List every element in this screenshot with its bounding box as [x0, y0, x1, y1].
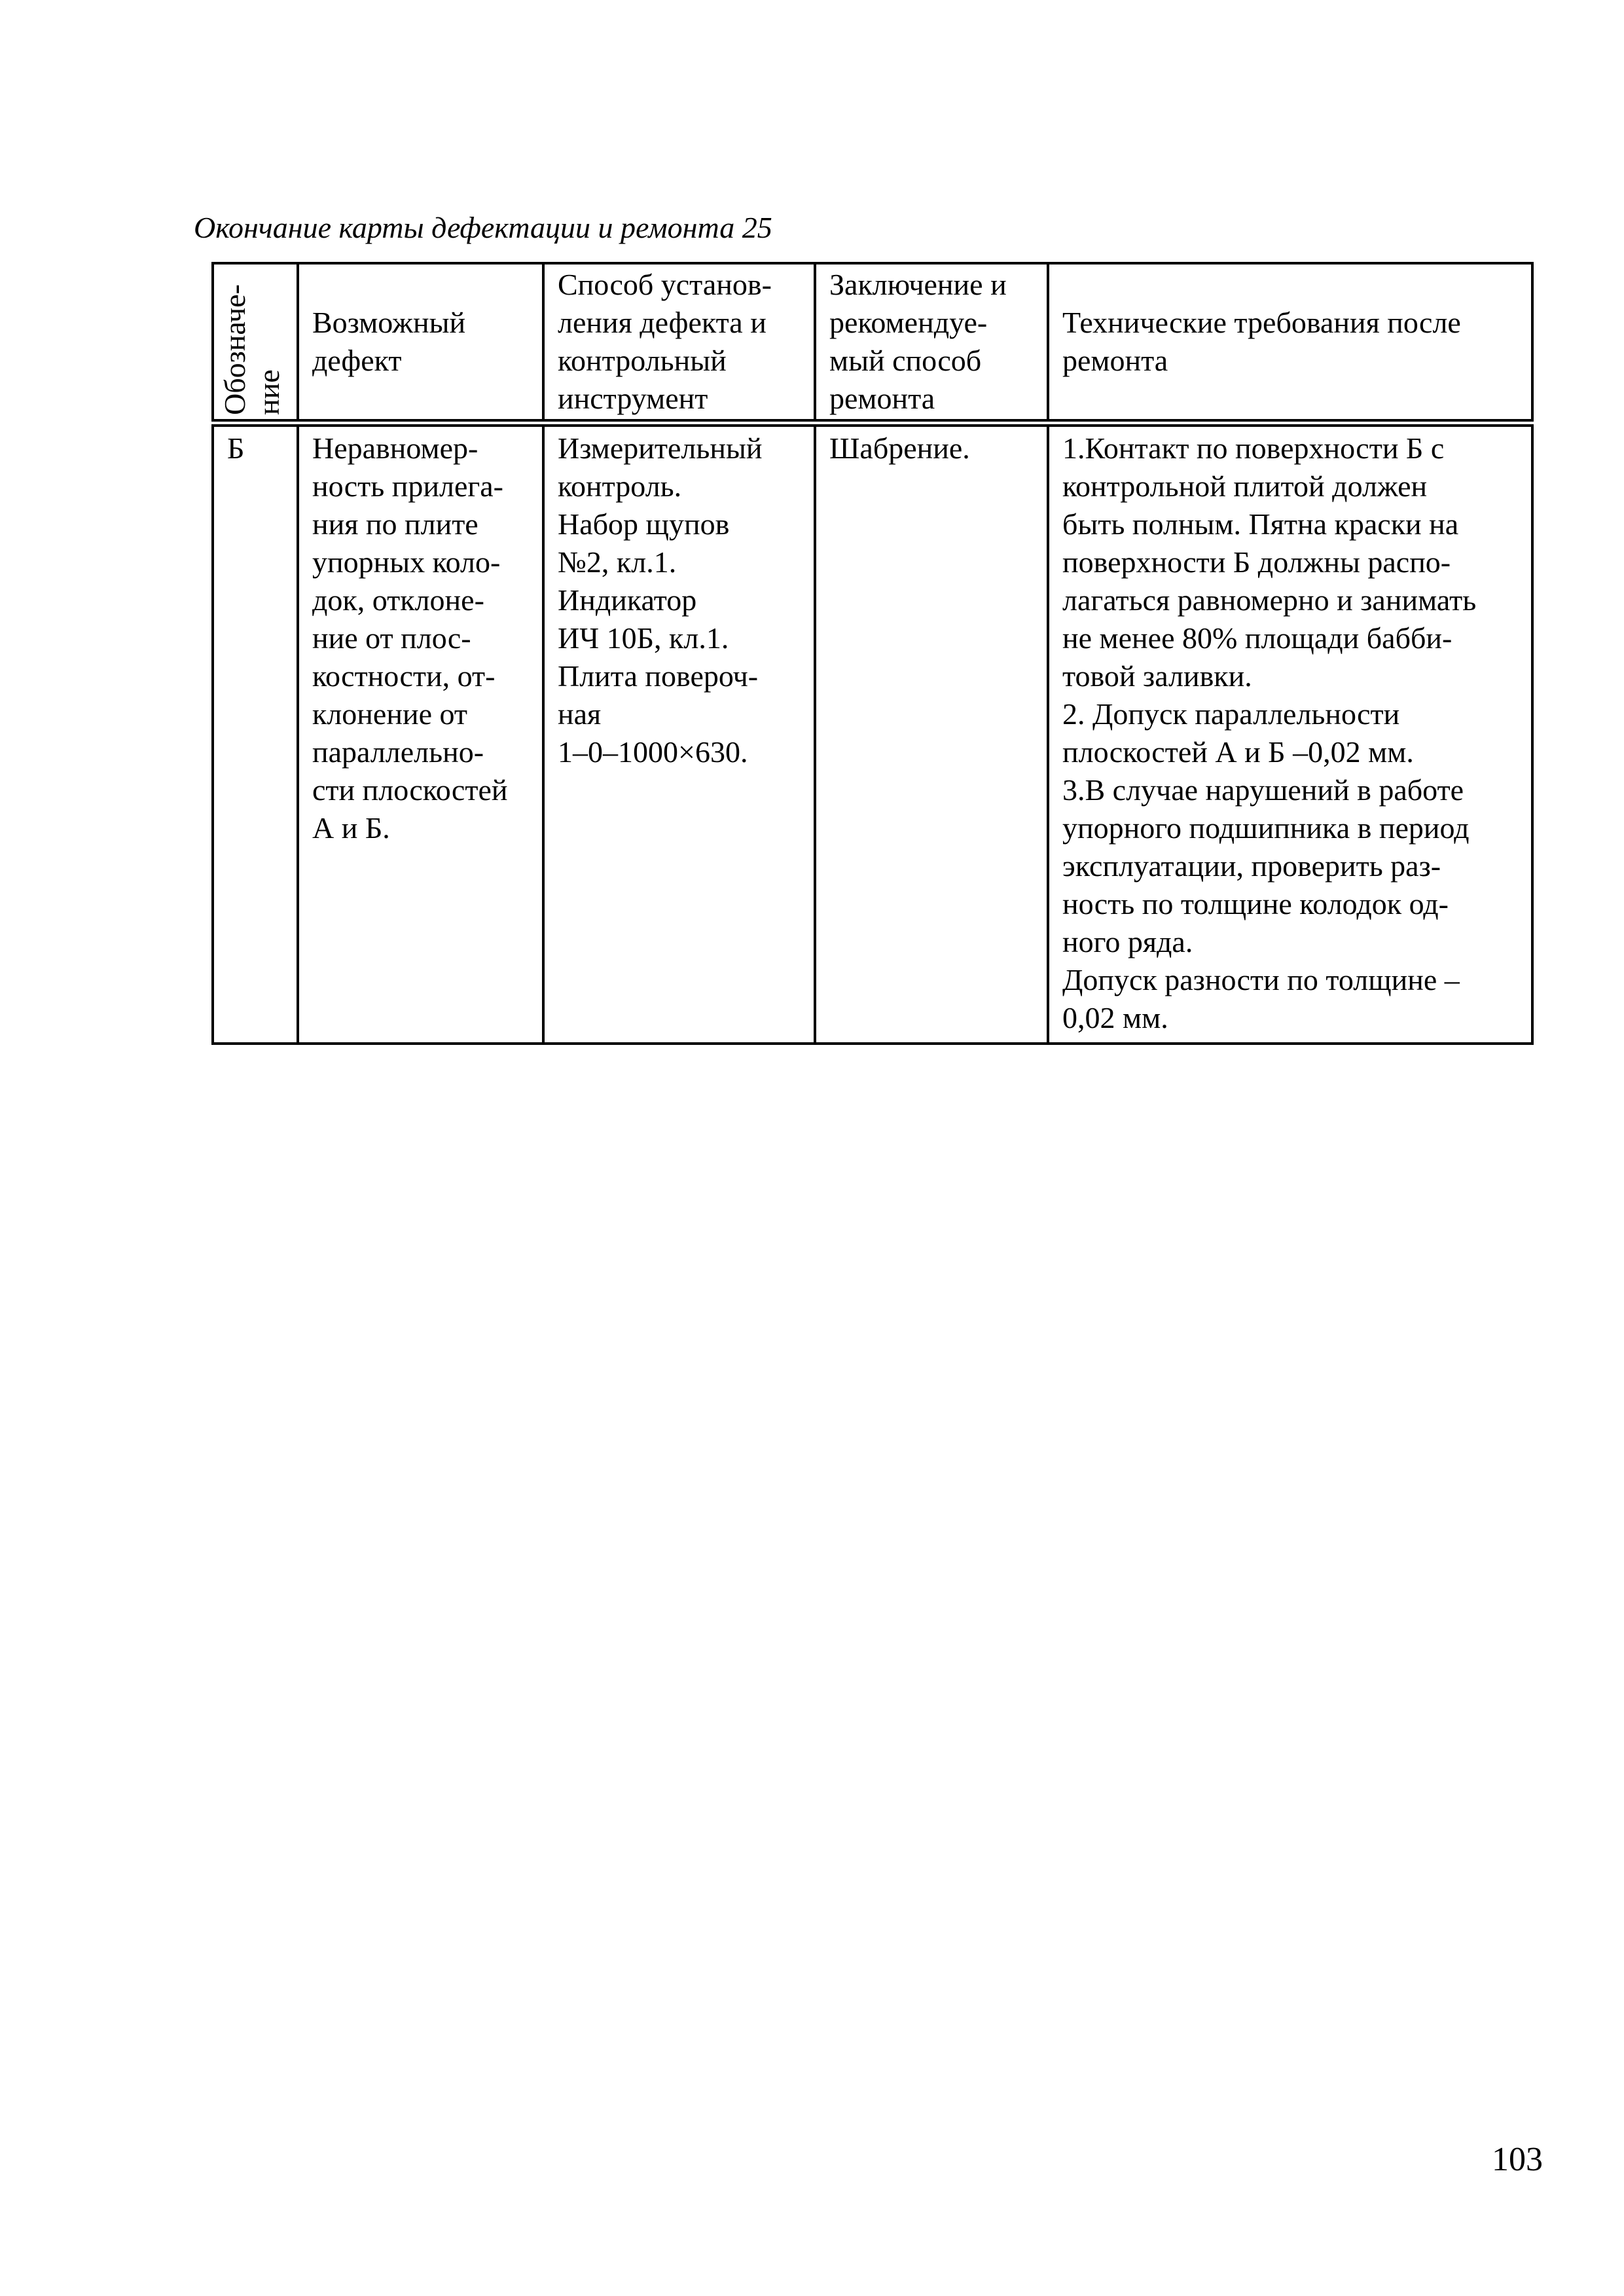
table-row	[213, 423, 1532, 1044]
header-requirements: Технические требования после ремонта	[1048, 263, 1532, 423]
header-designation-label: Обозначе- ние	[218, 284, 285, 415]
header-defect: Возможный дефект	[298, 263, 543, 423]
cell-designation: Б	[213, 423, 298, 1044]
table-caption: Окончание карты дефектации и ремонта 25	[194, 211, 772, 244]
cell-requirements: 1.Контакт по поверхности Б с контрольной плитой должен быть полным. Пятна краски на поверхности Б должны распо- лагаться равномерно и занимать не менее 80% площади бабби- товой заливки. 2. Допуск параллельности плоскостей А и Б –0,02 мм. 3.В случае нарушений в работе упорного подшипника в период эксплуатации, проверить раз- ность по толщине колодок од- ного ряда. Допуск разности по толщине – 0,02 мм.	[1048, 423, 1532, 1044]
page-number: 103	[1492, 2141, 1543, 2178]
header-designation	[213, 263, 298, 423]
header-conclusion: Заключение и рекомендуе- мый способ ремонта	[815, 263, 1048, 423]
defect-repair-table	[211, 262, 1534, 1045]
cell-defect: Неравномер- ность прилега- ния по плите упорных коло- док, отклоне- ние от плос- костности, от- клонение от параллельно- сти плоскостей А и Б.	[298, 423, 543, 1044]
table-header-row	[213, 263, 1532, 423]
cell-method: Измерительный контроль. Набор щупов №2, кл.1. Индикатор ИЧ 10Б, кл.1. Плита повероч- ная 1–0–1000×630.	[543, 423, 815, 1044]
header-method: Способ установ- ления дефекта и контрольный инструмент	[543, 263, 815, 423]
cell-conclusion: Шабрение.	[815, 423, 1048, 1044]
